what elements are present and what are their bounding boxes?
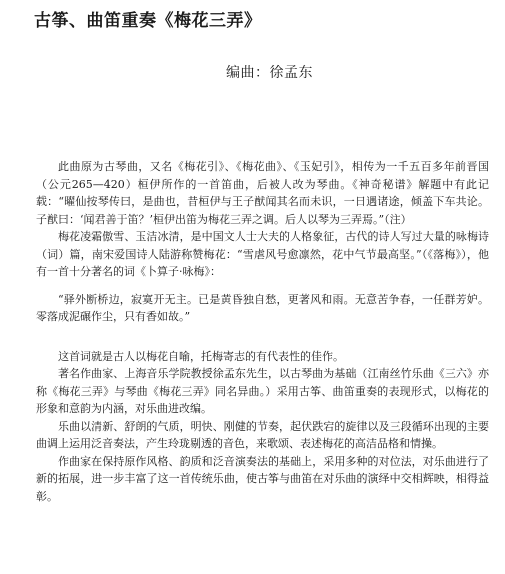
paragraph-music-character: 乐曲以清新、舒朗的气质，明快、刚健的节奏，起伏跌宕的旋律以及三段循环出现的主要曲调上运用泛音奏法，产生玲珑剔透的音色，来歌颂、表述梅花的高洁品格和情操。 <box>36 419 489 450</box>
poem-quote: “驿外断桥边，寂寞开无主。已是黄昏独自愁，更著风和雨。无意苦争春，一任群芳妒。零落成泥碾作尘，只有香如故。” <box>36 292 489 323</box>
document-body <box>36 158 489 505</box>
paragraph-plum-symbol: 梅花凌霜傲雪、玉洁冰清，是中国文人士大夫的人格象征，古代的诗人写过大量的咏梅诗（词）篇，南宋爱国诗人陆游称赞梅花：“雪虐风号愈凛然，花中气节最高坚。”（《落梅》），他有一首十分著名的词《卜算子·咏梅》： <box>36 230 489 278</box>
paragraph-poem-comment: 这首词就是古人以梅花自喻，托梅寄志的有代表性的佳作。 <box>58 349 344 363</box>
arranger-byline: 编曲：徐孟东 <box>226 65 313 81</box>
paragraph-development: 作曲家在保持原作风格、韵质和泛音演奏法的基础上，采用多种的对位法，对乐曲进行了新的拓展，进一步丰富了这一首传统乐曲，使古筝与曲笛在对乐曲的演绎中交相辉映，相得益彰。 <box>36 454 489 503</box>
paragraph-arranger: 著名作曲家、上海音乐学院教授徐孟东先生，以古琴曲为基础（江南丝竹乐曲《三六》亦称《梅花三弄》与琴曲《梅花三弄》同名异曲。）采用古筝、曲笛重奏的表现形式，以梅花的形象和意韵为内涵，对乐曲进改编。 <box>36 367 489 415</box>
paragraph-origin: 此曲原为古琴曲，又名《梅花引》、《梅花曲》、《玉妃引》，相传为一千五百多年前晋国（公元265—420）桓伊所作的一首笛曲，后被人改为琴曲。《神奇秘谱》解题中有此记载：“曜仙按琴传曰，是曲也，昔桓伊与王子猷闻其名而未识，一日遇诸途，倾盖下车共论。子猷曰：‘闻君善于笛？’桓伊出笛为梅花三弄之调。后人以琴为三弄焉。”（注） <box>36 160 489 226</box>
document-title: 古筝、曲笛重奏《梅花三弄》 <box>34 11 262 31</box>
